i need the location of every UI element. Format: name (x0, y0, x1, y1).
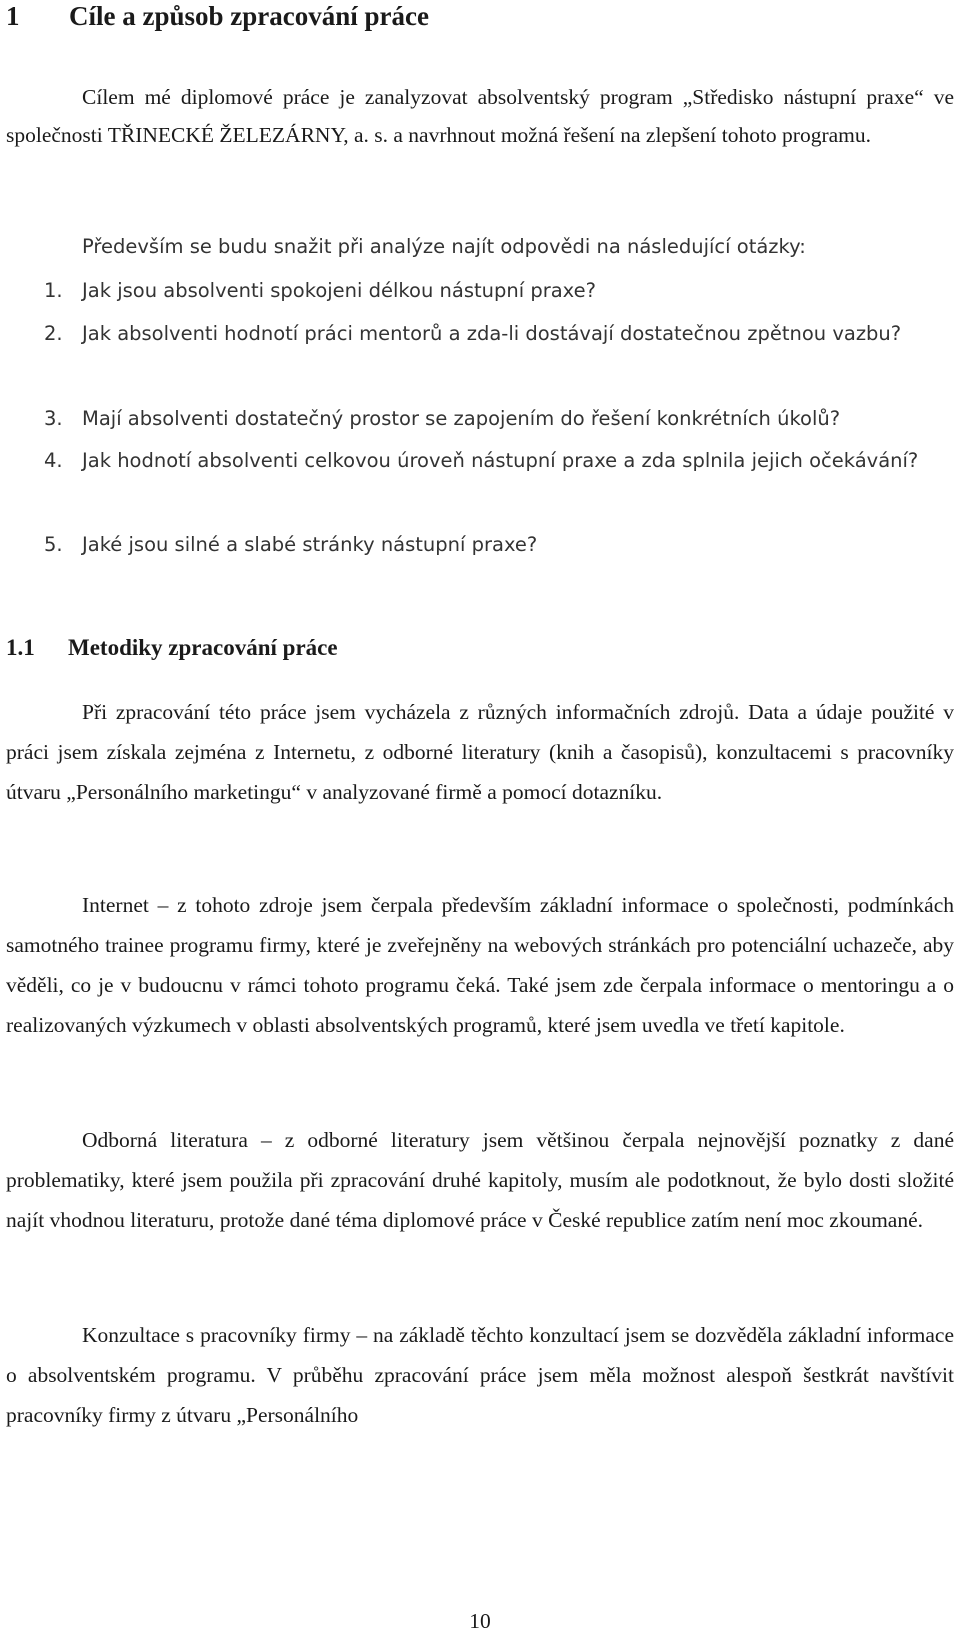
question-text: Jak absolventi hodnotí práci mentorů a zda-li dostávají dostatečnou zpětnou vazbu? (82, 322, 902, 345)
body-paragraph: Při zpracování této práce jsem vycházela z různých informačních zdrojů. Data a údaje použité v práci jsem získala zejména z Internetu, z odborné literatury (knih a časopisů), konzultacemi s pracovníky útvaru „Personálního marketingu“ v analyzované firmě a pomocí dotazníku. (6, 700, 954, 804)
intro-paragraph: Cílem mé diplomové práce je zanalyzovat absolventský program „Středisko nástupní praxe“ ve společnosti TŘINECKÉ ŽELEZÁRNY, a. s. a navrhnout možná řešení na zlepšení tohoto programu. (6, 85, 954, 147)
question-item (44, 526, 954, 564)
body-paragraph: Odborná literatura – z odborné literatury jsem většinou čerpala nejnovější poznatky z dané problematiky, které jsem použila při zpracování druhé kapitoly, musím ale podotknout, že bylo dosti složité najít vhodnou literaturu, protože dané téma diplomové práce v České republice zatím není moc zkoumané. (6, 1128, 954, 1232)
page-number: 10 (469, 1609, 491, 1633)
question-text: Jaké jsou silné a slabé stránky nástupní praxe? (82, 533, 538, 556)
question-item (44, 442, 954, 480)
body-paragraph: Internet – z tohoto zdroje jsem čerpala především základní informace o společnosti, podmínkách samotného trainee programu firmy, které je zveřejněny na webových stránkách pro potenciální uchazeče, aby věděli, co je v budoucnu v rámci tohoto programu čeká. Také jsem zde čerpala informace o mentoringu a o realizovaných výzkumech v oblasti absolventských programů, které jsem uvedla ve třetí kapitole. (6, 893, 954, 1037)
questions-intro: Především se budu snažit při analýze najít odpovědi na následující otázky: (82, 235, 806, 258)
section-title: Metodiky zpracování práce (68, 635, 338, 660)
body-paragraph: Konzultace s pracovníky firmy – na základě těchto konzultací jsem se dozvěděla základní informace o absolventském programu. V průběhu zpracování práce jsem měla možnost alespoň šestkrát navštívit pracovníky firmy z útvaru „Personálního (6, 1323, 954, 1427)
chapter-number: 1 (6, 1, 20, 31)
question-number: 4. (44, 449, 63, 472)
section-number: 1.1 (6, 635, 35, 660)
chapter-title: Cíle a způsob zpracování práce (69, 1, 429, 31)
question-number: 5. (44, 533, 63, 556)
question-text: Jak jsou absolventi spokojeni délkou nástupní praxe? (82, 279, 596, 302)
question-number: 3. (44, 407, 63, 430)
section-heading (6, 633, 338, 663)
question-number: 1. (44, 279, 63, 302)
question-text: Jak hodnotí absolventi celkovou úroveň nástupní praxe a zda splnila jejich očekávání? (82, 449, 919, 472)
question-item (44, 272, 954, 310)
question-text: Mají absolventi dostatečný prostor se zapojením do řešení konkrétních úkolů? (82, 407, 841, 430)
chapter-heading (6, 0, 429, 34)
question-item (44, 400, 954, 438)
question-item (44, 315, 954, 353)
question-number: 2. (44, 322, 63, 345)
